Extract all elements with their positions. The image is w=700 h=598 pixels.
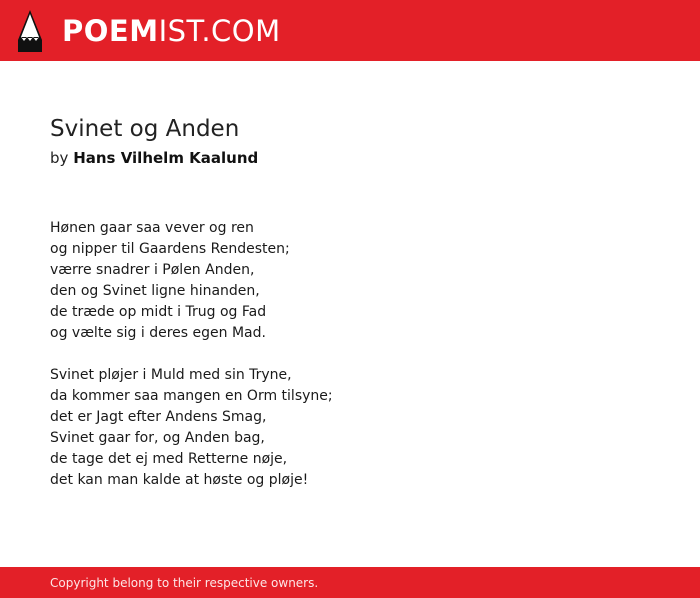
poem-line: de tage det ej med Retterne nøje, bbox=[50, 451, 288, 467]
poem-line: det er Jagt efter Andens Smag, bbox=[50, 409, 267, 425]
poem-line: den og Svinet ligne hinanden, bbox=[50, 283, 260, 299]
poem-line: det kan man kalde at høste og pløje! bbox=[50, 472, 309, 488]
logo-text-light: IST.COM bbox=[158, 13, 281, 48]
poem-body bbox=[50, 218, 333, 512]
site-header bbox=[0, 0, 700, 61]
poem-line: og nipper til Gaardens Rendesten; bbox=[50, 241, 290, 257]
logo-text-bold: POEM bbox=[62, 13, 159, 48]
pencil-tip-icon bbox=[18, 10, 42, 52]
poem-byline bbox=[50, 149, 258, 167]
poem-line: da kommer saa mangen en Orm tilsyne; bbox=[50, 388, 333, 404]
poem-line: Svinet pløjer i Muld med sin Tryne, bbox=[50, 367, 292, 383]
site-logo-link[interactable] bbox=[18, 10, 281, 52]
poem-line: og vælte sig i deres egen Mad. bbox=[50, 325, 266, 341]
poem-line: værre snadrer i Pølen Anden, bbox=[50, 262, 255, 278]
poem-stanza bbox=[50, 365, 333, 491]
poem-line: Svinet gaar for, og Anden bag, bbox=[50, 430, 265, 446]
copyright-text: Copyright belong to their respective owners. bbox=[50, 576, 319, 590]
site-logo-text bbox=[62, 13, 281, 48]
by-label: by bbox=[50, 149, 69, 167]
poem-stanza bbox=[50, 218, 333, 344]
poem-line: de træde op midt i Trug og Fad bbox=[50, 304, 267, 320]
poem-line: Hønen gaar saa vever og ren bbox=[50, 220, 254, 236]
author-link[interactable]: Hans Vilhelm Kaalund bbox=[73, 149, 259, 167]
poem-title: Svinet og Anden bbox=[50, 116, 240, 142]
site-footer bbox=[0, 567, 700, 598]
